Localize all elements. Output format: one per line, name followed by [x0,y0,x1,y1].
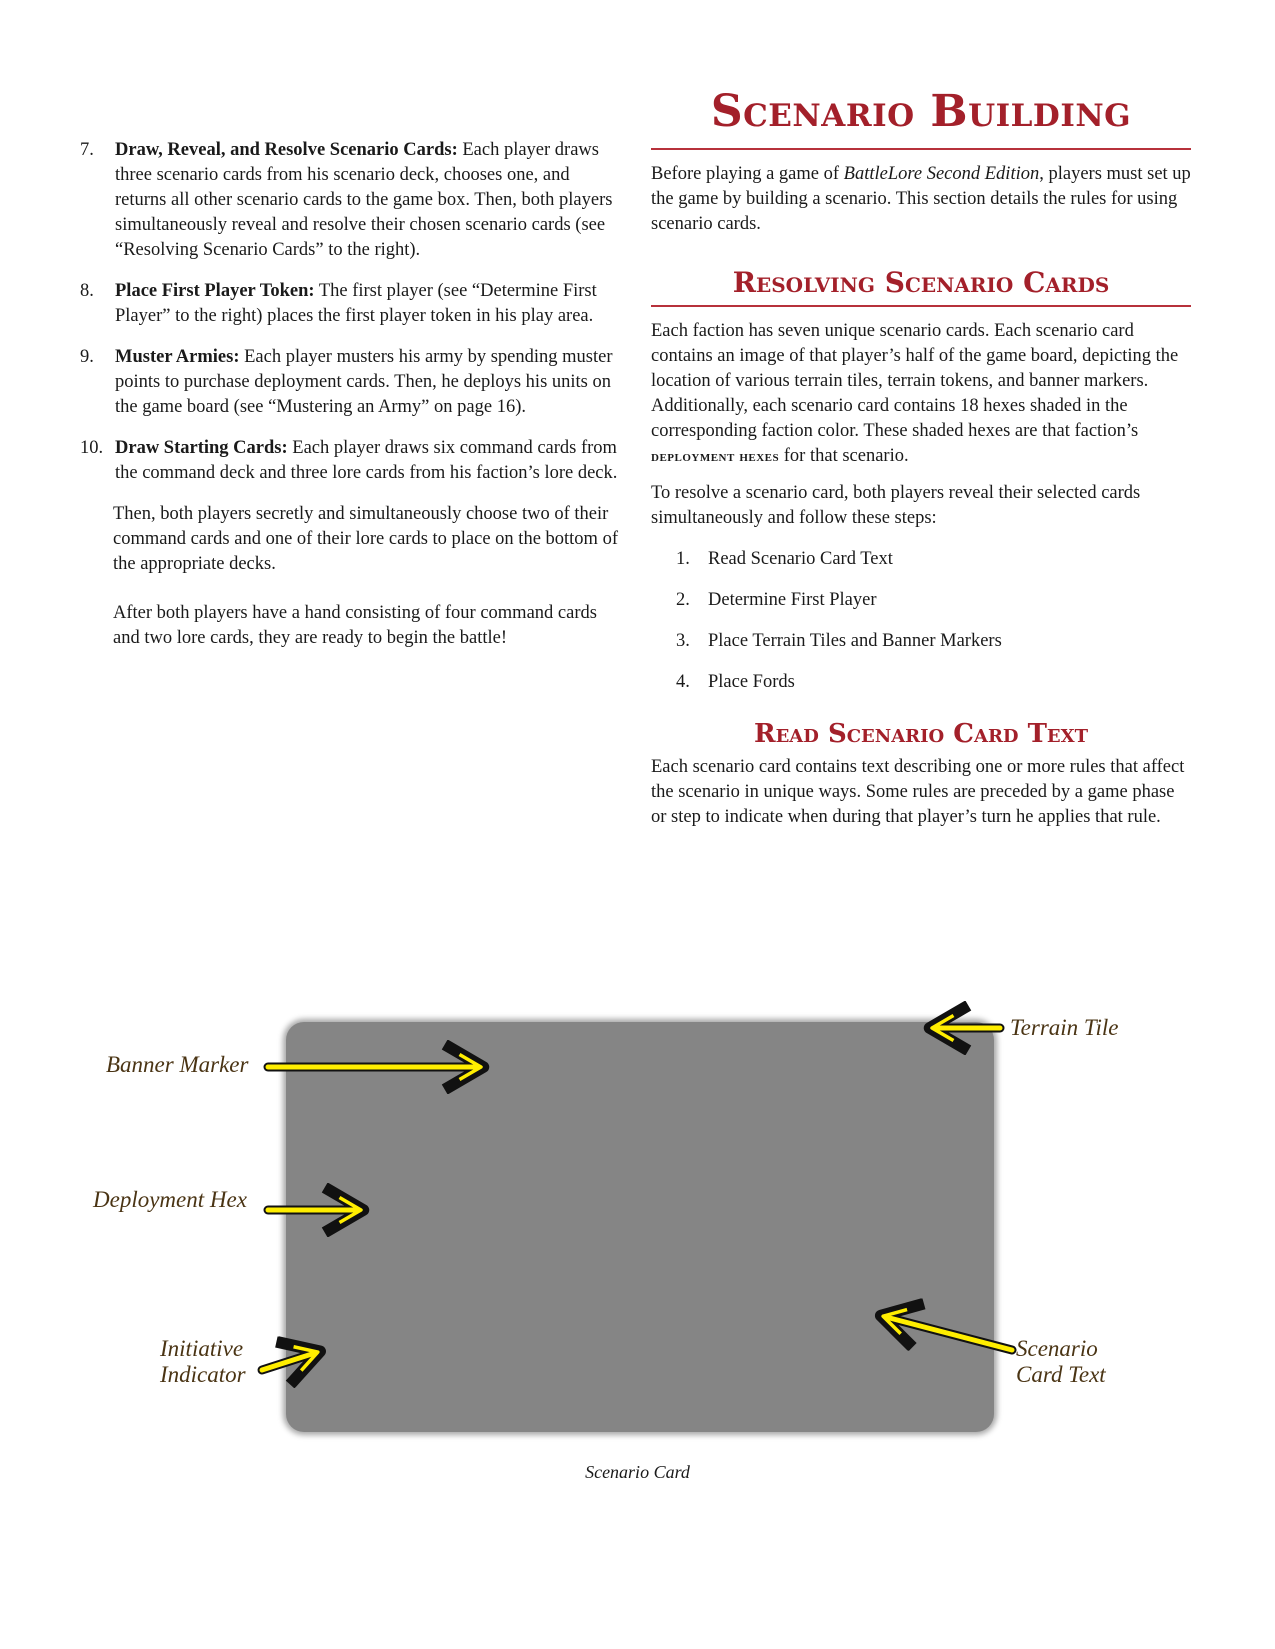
step-lead: Place First Player Token: [115,281,315,301]
list-item [651,670,1191,695]
step-number: 10. [80,438,104,458]
list-text: Place Fords [708,672,795,692]
figure-caption: Scenario Card [585,1462,690,1482]
callout-initiative-line1: Initiative [160,1336,244,1361]
scenario-card-text-arrow [886,1317,1012,1350]
step-9 [80,345,625,420]
list-number: 1. [676,549,690,569]
step-text: Each player draws three scenario cards from his scenario deck, chooses one, and returns all other scenario cards to the game box. Then, both players simultaneously reveal and resolve their chosen scenario cards (see “Resolving Scenario Cards” to the right). [115,140,613,260]
step-lead: Draw Starting Cards: [115,438,288,458]
scenario-card-figure [0,1000,1275,1480]
section-heading-resolving: Resolving Scenario Cards [732,266,1110,299]
initiative-indicator-arrow [262,1353,315,1370]
card-text-paragraph: Each scenario card contains text describing one or more rules that affect the scenario in unique ways. Some rules are preceded by a game phase or step to indicate when during that player’s turn he applies that rule. [651,757,1185,827]
deployment-hexes-term: deployment hexes [651,448,780,465]
intro-text-pre: Before playing a game of [651,164,844,184]
faction-text-pre: Each faction has seven unique scenario cards. Each scenario card contains an image of that player’s half of the game board, depicting the location of various terrain tiles, terrain tokens, and banner markers. Additionally, each scenario card contains 18 hexes shaded in the corresponding faction color. These shaded hexes are that faction’s [651,321,1179,441]
step-lead: Draw, Reveal, and Resolve Scenario Cards: [115,140,458,160]
steps-list [651,547,1191,695]
callout-initiative-indicator [160,1336,246,1388]
callout-initiative-line2: Indicator [160,1362,246,1387]
step-lead: Muster Armies: [115,347,240,367]
list-text: Read Scenario Card Text [708,549,893,569]
step-8 [80,279,625,329]
list-number: 2. [676,590,690,610]
title-divider [651,148,1191,150]
callout-scenario-line1: Scenario [1016,1336,1098,1361]
step-number: 9. [80,347,94,367]
intro-text-post: , players must set up the game by building a scenario. This section details the rules for using scenario cards. [651,164,1191,234]
list-number: 3. [676,631,690,651]
faction-paragraph [651,319,1191,469]
callout-banner-marker: Banner Marker [106,1052,249,1077]
callout-scenario-line2: Card Text [1016,1362,1106,1387]
step-text: The first player (see “Determine First Player” to the right) places the first player token in his play area. [115,281,597,326]
step-number: 7. [80,140,94,160]
step-10 [80,436,625,486]
section-heading-read-text: Read Scenario Card Text [753,719,1088,749]
paragraph-discard: Then, both players secretly and simultaneously choose two of their command cards and one of their lore cards to place on the bottom of the appropriate decks. [113,504,618,574]
resolve-paragraph: To resolve a scenario card, both players reveal their selected cards simultaneously and follow these steps: [651,483,1141,528]
list-text: Determine First Player [708,590,877,610]
list-text: Place Terrain Tiles and Banner Markers [708,631,1002,651]
list-item [651,547,1191,572]
list-item [651,629,1191,654]
step-7 [80,138,625,263]
page-title: Scenario Building [710,86,1132,137]
paragraph-ready: After both players have a hand consisting of four command cards and two lore cards, they are ready to begin the battle! [113,603,597,648]
game-title: BattleLore Second Edition [843,164,1040,184]
step-text: Each player musters his army by spending muster points to purchase deployment cards. Then, he deploys his units on the game board (see “Mustering an Army” on page 16). [115,347,613,417]
intro-paragraph [651,162,1191,237]
right-column [651,80,1191,842]
list-number: 4. [676,672,690,692]
callout-terrain-tile: Terrain Tile [1010,1015,1119,1040]
section-divider [651,305,1191,307]
callout-deployment-hex: Deployment Hex [93,1187,247,1212]
step-text: Each player draws six command cards from the command deck and three lore cards from his faction’s lore deck. [115,438,618,483]
faction-text-post: for that scenario. [779,446,909,466]
left-column [80,138,625,667]
callout-scenario-card-text [1016,1336,1106,1388]
step-number: 8. [80,281,94,301]
list-item [651,588,1191,613]
